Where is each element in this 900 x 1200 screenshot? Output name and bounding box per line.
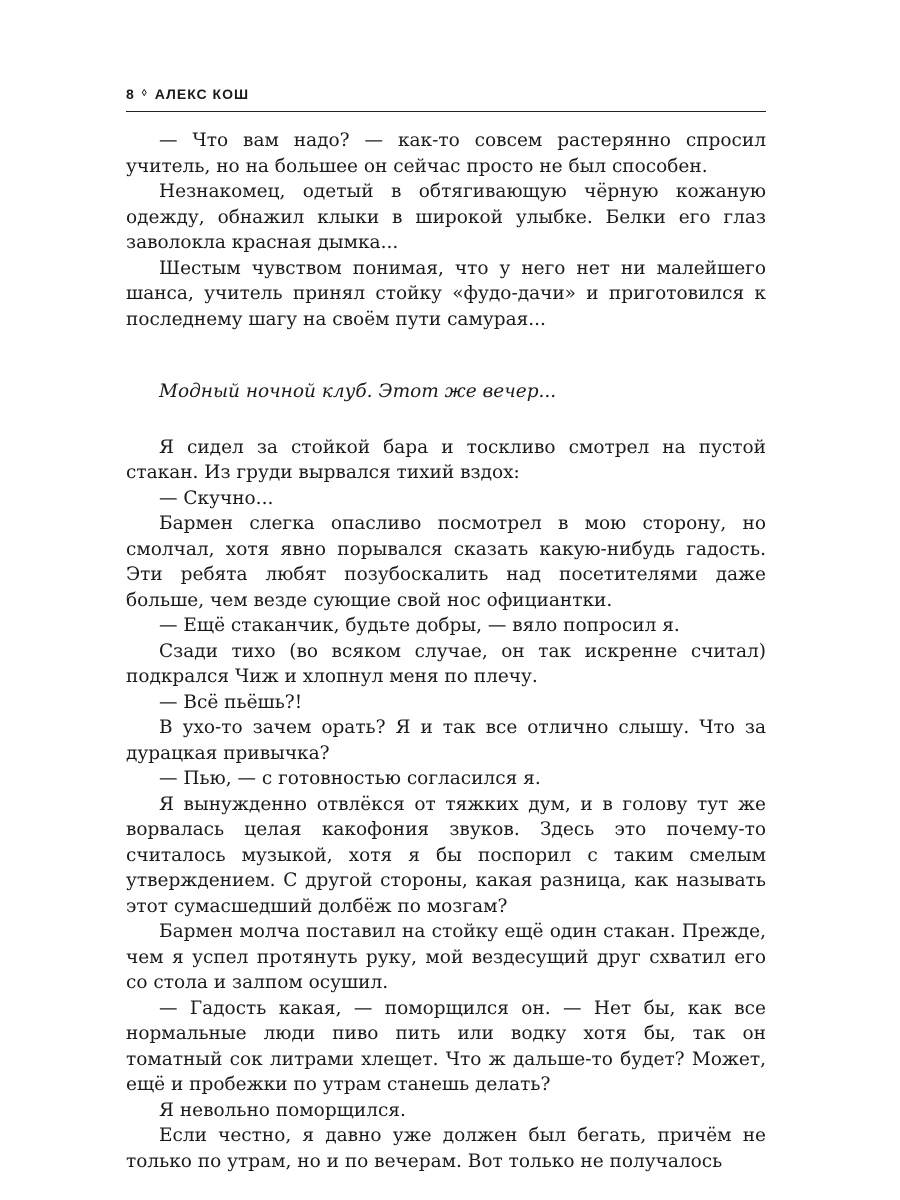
paragraph: Незнакомец, одетый в обтягивающую чёрную кожаную одежду, обнажил клыки в широкой улыбке. Белки его глаз заволокла красная дымка...: [126, 181, 766, 253]
paragraph: Я невольно поморщился.: [159, 1099, 406, 1121]
header-separator: ◊: [141, 88, 148, 100]
paragraph: Бармен молча поставил на стойку ещё один стакан. Прежде, чем я успел протянуть руку, мой вездесущий друг схватил его со стола и залпом осушил.: [126, 921, 766, 993]
section-heading: Модный ночной клуб. Этот же вечер...: [159, 381, 557, 402]
paragraph: Сзади тихо (во всяком случае, он так искренне считал) подкрался Чиж и хлопнул меня по плечу.: [126, 640, 766, 687]
header-rule: [126, 111, 766, 112]
paragraph: Шестым чувством понимая, что у него нет ни малейшего шанса, учитель принял стойку «фудо-дачи» и приготовился к последнему шагу на своём пути самурая...: [126, 257, 766, 330]
paragraph: — Что вам надо? — как-то совсем растерянно спросил учитель, но на большее он сейчас просто не был способен.: [126, 130, 766, 177]
page-number: 8: [126, 86, 135, 103]
paragraph: В ухо-то зачем орать? Я и так все отлично слышу. Что за дурацкая привычка?: [126, 717, 766, 764]
paragraph: Я вынужденно отвлёкся от тяжких дум, и в голову тут же ворвалась целая какофония звуков. Здесь это почему-то считалось музыкой, хотя я бы поспорил с таким смелым утверждением. С другой стороны, какая разница, как называть этот сумасшедший долбёж по мозгам?: [126, 793, 766, 917]
paragraph: Я сидел за стойкой бара и тоскливо смотрел на пустой стакан. Из груди вырвался тихий вздох:: [126, 436, 766, 483]
paragraph: — Всё пьёшь?!: [159, 691, 303, 713]
paragraph: — Ещё стаканчик, будьте добры, — вяло попросил я.: [159, 615, 680, 636]
paragraph: Бармен слегка опасливо посмотрел в мою сторону, но смолчал, хотя явно порывался сказать какую-нибудь гадость. Эти ребята любят позубоскалить над посетителями даже больше, чем везде сующие свой нос официантки.: [126, 513, 766, 611]
paragraph: — Гадость какая, — поморщился он. — Нет бы, как все нормальные люди пиво пить или водку хотя бы, так он томатный сок литрами хлещет. Что ж дальше-то будет? Может, ещё и пробежки по утрам станешь делать?: [126, 997, 766, 1095]
running-header: [126, 81, 766, 111]
paragraph: — Пью, — с готовностью согласился я.: [159, 768, 541, 789]
paragraph: — Скучно...: [159, 487, 274, 509]
body-text: [126, 128, 766, 1174]
paragraph: Если честно, я давно уже должен был бегать, причём не только по утрам, но и по вечерам. Вот только не получалось: [126, 1125, 766, 1172]
author-name: АЛЕКС КОШ: [154, 86, 250, 103]
